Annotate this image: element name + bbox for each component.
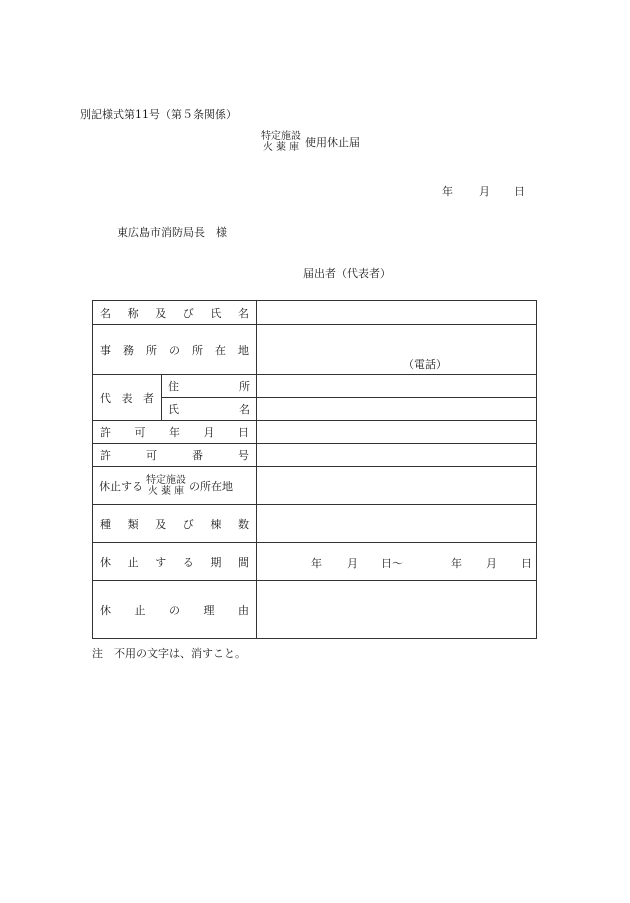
facility-stack-line-1: 特定施設 xyxy=(146,474,186,486)
reason-label-char: の xyxy=(169,603,180,617)
office-label-char: 所 xyxy=(146,343,157,357)
office-label-cell xyxy=(93,325,257,375)
rep-label-cell xyxy=(93,375,162,421)
reason-label-char: 休 xyxy=(100,603,111,617)
form-title xyxy=(261,131,360,153)
permit-no-label-cell xyxy=(93,444,257,467)
permit-no-label-char: 許 xyxy=(100,449,111,462)
office-label-char: 事 xyxy=(100,343,111,357)
permit-no-label xyxy=(93,447,256,463)
phone-label: （電話） xyxy=(403,358,447,371)
permit-date-label-char: 可 xyxy=(134,426,146,439)
permit-date-label-char: 月 xyxy=(203,426,215,439)
period-year-2: 年 xyxy=(451,557,462,570)
office-label xyxy=(93,342,256,358)
kind-label-char: 類 xyxy=(127,517,139,531)
period-label-char: す xyxy=(155,555,167,569)
row-name xyxy=(93,301,537,325)
permit-no-label-char: 号 xyxy=(238,449,249,462)
name-label-char: 及 xyxy=(155,306,167,320)
form-table xyxy=(92,300,537,639)
title-stack-line-2: 火 薬 庫 xyxy=(262,142,300,153)
date-day: 日 xyxy=(514,185,525,198)
period-label-char: 期 xyxy=(210,555,222,569)
office-label-char: の xyxy=(169,343,180,357)
facility-prefix: 休止する xyxy=(99,479,143,493)
reason-label xyxy=(93,602,256,618)
period-day-1: 日〜 xyxy=(381,557,403,570)
title-stack-line-1: 特定施設 xyxy=(261,131,301,142)
permit-date-value[interactable] xyxy=(257,421,537,444)
row-reason xyxy=(93,581,537,639)
name-value[interactable] xyxy=(257,301,537,325)
period-label-char: 間 xyxy=(237,555,249,569)
kind-label-char: 及 xyxy=(155,517,167,531)
period-day-2: 日 xyxy=(521,557,532,570)
row-office xyxy=(93,325,537,375)
permit-no-value[interactable] xyxy=(257,444,537,467)
permit-date-label-char: 許 xyxy=(100,426,111,439)
rep-label-char: 表 xyxy=(121,391,133,405)
facility-stack-line-2: 火 薬 庫 xyxy=(147,485,185,497)
applicant-label: 届出者（代表者） xyxy=(303,267,391,280)
name-label xyxy=(93,305,256,321)
office-value[interactable] xyxy=(257,325,537,375)
address-label-1: 住 xyxy=(168,380,179,393)
period-label-char: 止 xyxy=(127,555,139,569)
name-label-char: 称 xyxy=(127,306,139,320)
footer-note: 注 不用の文字は、消すこと。 xyxy=(92,647,246,660)
facility-label-cell xyxy=(93,467,257,505)
period-label-char: る xyxy=(182,555,194,569)
row-permit-no xyxy=(93,444,537,467)
date-month: 月 xyxy=(479,185,490,198)
kind-label-char: 数 xyxy=(237,517,249,531)
facility-label xyxy=(93,475,256,497)
title-suffix: 使用休止届 xyxy=(305,136,360,149)
rep-label xyxy=(93,390,161,406)
rep-label-char: 代 xyxy=(100,391,111,405)
rep-address-value[interactable] xyxy=(257,375,537,398)
office-label-char: 在 xyxy=(215,343,226,357)
kind-label-char: 種 xyxy=(100,517,111,531)
office-label-char: 務 xyxy=(123,343,134,357)
permit-date-label-cell xyxy=(93,421,257,444)
row-permit-date xyxy=(93,421,537,444)
rep-name-label-1: 氏 xyxy=(168,403,179,416)
address-label-cell xyxy=(162,375,257,398)
facility-suffix: の所在地 xyxy=(189,479,233,493)
office-label-char: 地 xyxy=(238,343,249,357)
rep-name-label-2: 名 xyxy=(239,403,250,416)
form-number: 別記様式第11号（第５条関係） xyxy=(80,108,237,121)
name-label-cell xyxy=(93,301,257,325)
permit-no-label-char: 可 xyxy=(146,449,157,462)
reason-label-char: 由 xyxy=(238,603,249,617)
addressee: 東広島市消防局長 様 xyxy=(117,226,227,239)
row-period xyxy=(93,543,537,581)
reason-value[interactable] xyxy=(257,581,537,639)
name-label-char: 名 xyxy=(237,306,249,320)
period-value[interactable] xyxy=(257,543,537,581)
period-label-cell xyxy=(93,543,257,581)
reason-label-char: 止 xyxy=(134,603,146,617)
office-label-char: 所 xyxy=(192,343,203,357)
period-label xyxy=(93,554,256,570)
kind-label xyxy=(93,516,256,532)
row-facility xyxy=(93,467,537,505)
kind-label-char: 棟 xyxy=(210,517,222,531)
date-year: 年 xyxy=(442,185,453,198)
rep-label-char: 者 xyxy=(143,391,154,405)
facility-value[interactable] xyxy=(257,467,537,505)
name-label-char: 名 xyxy=(100,306,111,320)
row-kind xyxy=(93,505,537,543)
kind-label-cell xyxy=(93,505,257,543)
rep-name-value[interactable] xyxy=(257,398,537,421)
period-year-1: 年 xyxy=(311,557,322,570)
name-label-char: 氏 xyxy=(210,306,222,320)
period-month-2: 月 xyxy=(486,557,497,570)
title-stack xyxy=(261,131,301,153)
kind-value[interactable] xyxy=(257,505,537,543)
kind-label-char: び xyxy=(182,517,194,531)
period-month-1: 月 xyxy=(347,557,358,570)
period-label-char: 休 xyxy=(100,555,111,569)
rep-name-label-cell xyxy=(162,398,257,421)
row-rep-address xyxy=(93,375,537,398)
permit-date-label-char: 年 xyxy=(169,426,180,439)
permit-date-label xyxy=(93,424,256,440)
reason-label-cell xyxy=(93,581,257,639)
address-label-2: 所 xyxy=(239,380,250,393)
name-label-char: び xyxy=(182,306,194,320)
reason-label-char: 理 xyxy=(203,603,215,617)
facility-stack xyxy=(146,475,186,497)
permit-no-label-char: 番 xyxy=(192,449,203,462)
permit-date-label-char: 日 xyxy=(238,426,249,439)
